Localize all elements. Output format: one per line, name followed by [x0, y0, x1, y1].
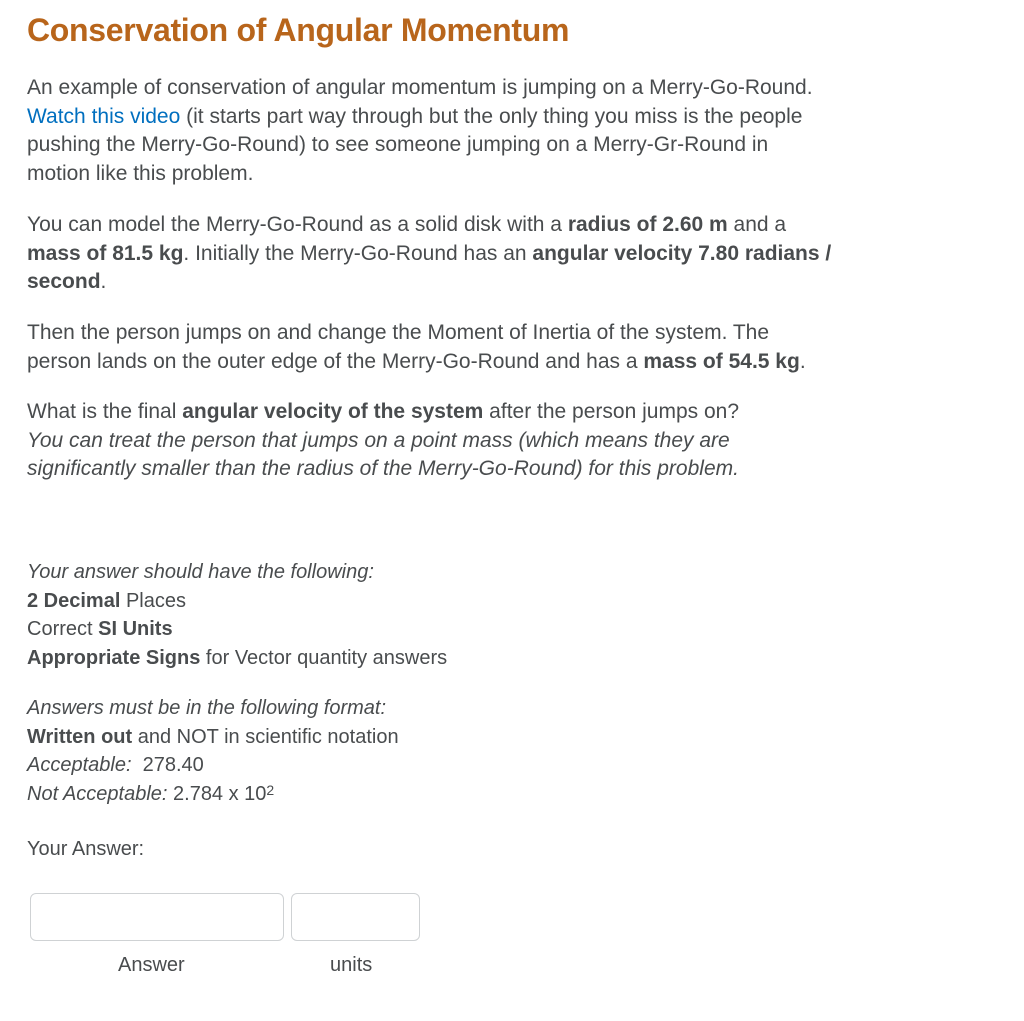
page-title: Conservation of Angular Momentum [27, 12, 570, 48]
model-text: . [100, 270, 107, 293]
requirement-text: for Vector quantity answers [200, 646, 448, 669]
format-list [27, 694, 399, 808]
video-link[interactable]: Watch this video [27, 104, 181, 128]
radius-value: radius of 2.60 m [567, 213, 728, 236]
units-field-label: units [330, 954, 373, 976]
question-text: What is the final [27, 400, 183, 423]
exponent: 2 [266, 781, 275, 798]
intro-text-2: (it starts part way through but the only thing you miss is the people [180, 104, 803, 128]
intro-paragraph [27, 74, 967, 188]
angular-velocity-unit: second [27, 270, 101, 293]
person-text: Then the person jumps on and change the Moment of Inertia of the system. The [27, 321, 770, 344]
mass-value: mass of 81.5 kg [27, 241, 184, 265]
angular-velocity-value: angular velocity 7.80 radians / [532, 241, 832, 265]
model-text: You can model the Merry-Go-Round as a solid disk with a [27, 213, 568, 236]
requirement-units: SI Units [98, 618, 173, 640]
answer-field-label: Answer [118, 954, 185, 976]
answer-input[interactable] [30, 893, 284, 941]
requirement-signs: Appropriate Signs [27, 646, 201, 669]
requirement-text: Correct [27, 618, 99, 640]
model-paragraph [27, 211, 967, 297]
question-note: You can treat the person that jumps on a point mass (which means they are [27, 428, 730, 452]
question-paragraph [27, 398, 967, 484]
person-paragraph [27, 319, 967, 376]
acceptable-label: Acceptable: [27, 754, 132, 776]
question-emphasis: angular velocity of the system [182, 400, 484, 423]
requirement-text: Places [120, 589, 186, 612]
intro-text-4: motion like this problem. [27, 161, 254, 185]
units-input[interactable] [291, 893, 420, 941]
requirements-heading: Your answer should have the following: [27, 561, 374, 583]
not-acceptable-value: 2.784 x 10 [167, 782, 267, 805]
model-text: and a [727, 213, 787, 236]
acceptable-value: 278.40 [131, 754, 204, 776]
intro-text-3: pushing the Merry-Go-Round) to see someone jumping on a Merry-Gr-Round in [27, 133, 769, 156]
not-acceptable-label: Not Acceptable: [27, 782, 168, 805]
question-note: significantly smaller than the radius of the Merry-Go-Round) for this problem. [27, 457, 739, 480]
format-text: and NOT in scientific notation [132, 725, 399, 748]
format-heading: Answers must be in the following format: [27, 697, 387, 719]
your-answer-label: Your Answer: [27, 838, 145, 860]
person-text: . [799, 349, 806, 373]
requirement-decimal: 2 Decimal [27, 589, 121, 612]
person-mass-value: mass of 54.5 kg [643, 349, 800, 373]
model-text: . Initially the Merry-Go-Round has an [183, 241, 533, 265]
person-text: person lands on the outer edge of the Merry-Go-Round and has a [27, 349, 644, 373]
intro-text: An example of conservation of angular momentum is jumping on a Merry-Go-Round. [27, 76, 813, 99]
requirements-list [27, 558, 447, 672]
format-written-out: Written out [27, 725, 133, 748]
question-text: after the person jumps on? [483, 400, 739, 423]
